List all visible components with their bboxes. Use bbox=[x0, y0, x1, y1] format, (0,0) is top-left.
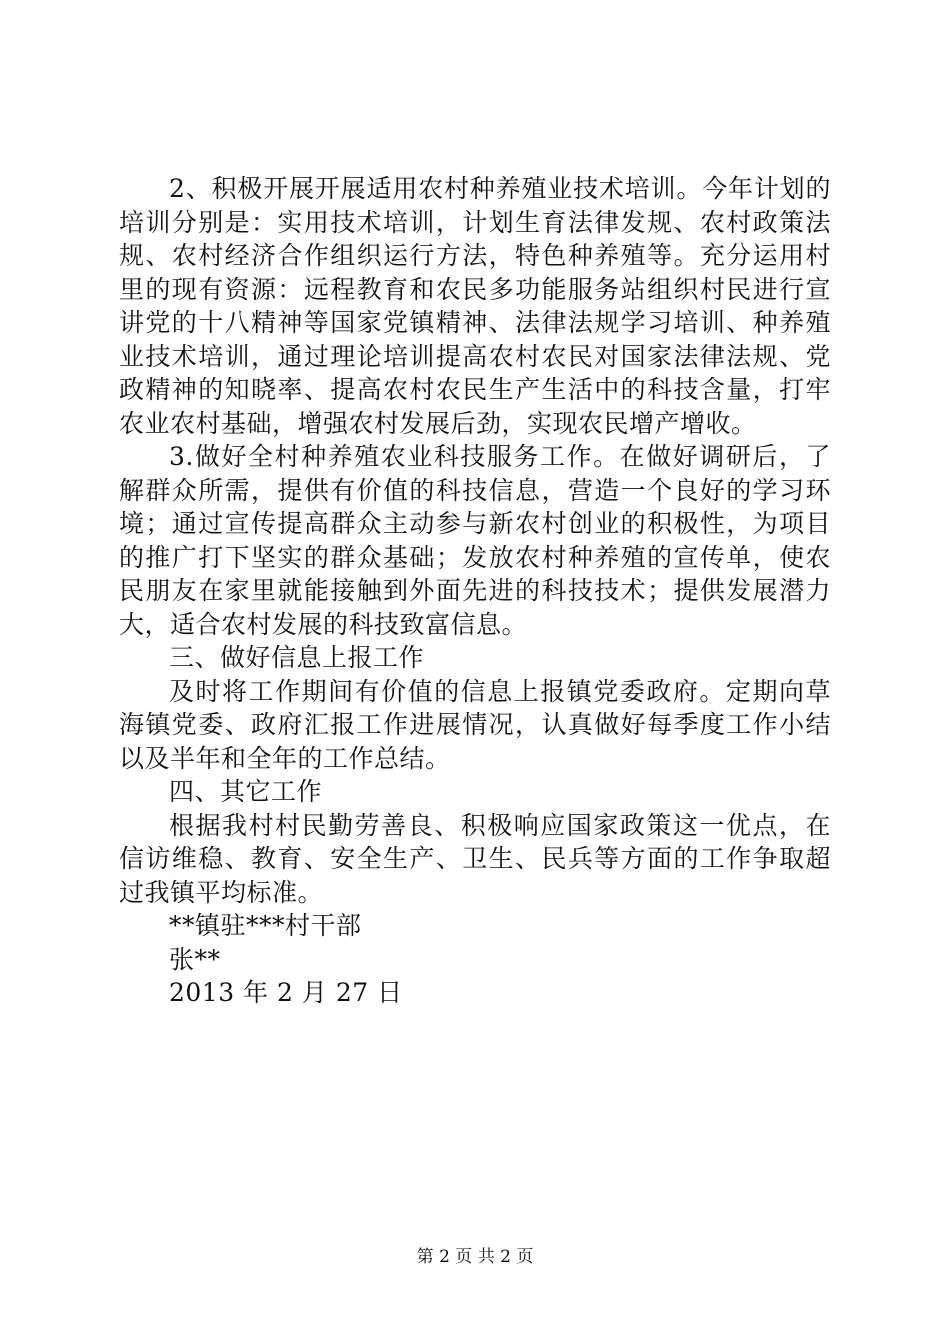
signature-organization: **镇驻***村干部 bbox=[169, 911, 362, 940]
paragraph-info-report: 及时将工作期间有价值的信息上报镇党委政府。定期向草海镇党委、政府汇报工作进展情况，认真做好每季度工作小结以及半年和全年的工作总结。 bbox=[119, 676, 831, 773]
page-number-footer: 第 2 页 共 2 页 bbox=[416, 1247, 534, 1267]
paragraph-other-work: 根据我村村民勤劳善良、积极响应国家政策这一优点，在信访维稳、教育、安全生产、卫生、民兵等方面的工作争取超过我镇平均标准。 bbox=[119, 810, 831, 907]
signature-date: 2013 年 2 月 27 日 bbox=[169, 978, 403, 1007]
paragraph-tech-service: 3.做好全村种养殖农业科技服务工作。在做好调研后，了解群众所需，提供有价值的科技信息，营造一个良好的学习环境；通过宣传提高群众主动参与新农村创业的积极性，为项目的推广打下坚实的群众基础；发放农村种养殖的宣传单，使农民朋友在家里就能接触到外面先进的科技技术；提供发展潜力大，适合农村发展的科技致富信息。 bbox=[119, 442, 831, 639]
paragraph-training: 2、积极开展开展适用农村种养殖业技术培训。今年计划的培训分别是：实用技术培训，计划生育法律发规、农村政策法规、农村经济合作组织运行方法，特色种养殖等。充分运用村里的现有资源：远程教育和农民多功能服务站组织村民进行宣讲党的十八精神等国家党镇精神、法律法规学习培训、种养殖业技术培训，通过理论培训提高农村农民对国家法律法规、党政精神的知晓率、提高农村农民生产生活中的科技含量，打牢农业农村基础，增强农村发展后劲，实现农民增产增收。 bbox=[119, 174, 831, 438]
document-body bbox=[119, 172, 831, 1010]
signature-name: 张** bbox=[169, 944, 221, 974]
section-heading-other-work: 四、其它工作 bbox=[169, 777, 323, 806]
section-heading-info-report: 三、做好信息上报工作 bbox=[169, 643, 425, 672]
